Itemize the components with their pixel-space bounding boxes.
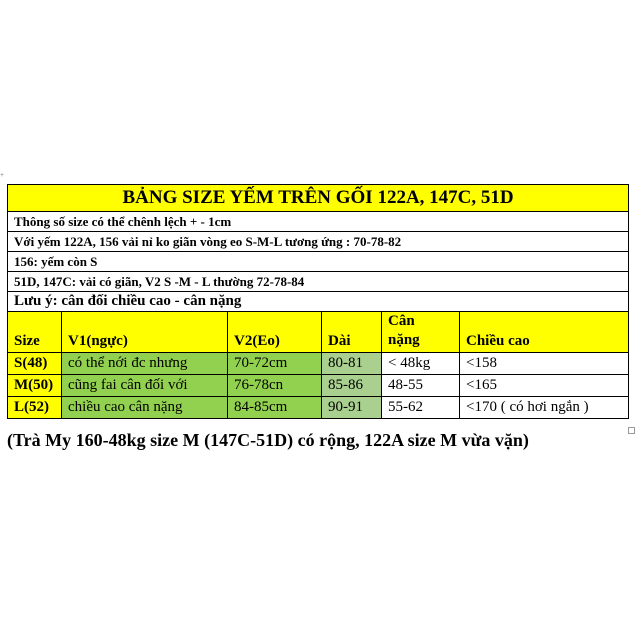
note-attention[interactable]: Lưu ý: cân đối chiều cao - cân nặng	[8, 292, 629, 312]
header-size[interactable]: Size	[8, 312, 62, 353]
cell-chieu-cao[interactable]: <158	[460, 353, 629, 375]
cell-dai[interactable]: 90-91	[322, 397, 382, 419]
footnote-text: (Trà My 160-48kg size M (147C-51D) có rộng, 122A size M vừa vặn)	[7, 430, 529, 450]
cell-size[interactable]: M(50)	[8, 375, 62, 397]
cell-can-nang[interactable]: 48-55	[382, 375, 460, 397]
cell-dai[interactable]: 85-86	[322, 375, 382, 397]
note-waist-122a[interactable]: Với yếm 122A, 156 vải nỉ ko giãn vòng eo S-M-L tương ứng : 70-78-82	[8, 232, 629, 252]
cell-v1[interactable]: cũng fai cân đối với	[62, 375, 228, 397]
cell-v2[interactable]: 70-72cm	[228, 353, 322, 375]
note-row	[8, 292, 629, 312]
note-row	[8, 212, 629, 232]
table-anchor-icon[interactable]: +	[0, 171, 4, 179]
table-row	[8, 353, 629, 375]
note-row	[8, 252, 629, 272]
cell-can-nang[interactable]: 55-62	[382, 397, 460, 419]
note-156[interactable]: 156: yếm còn S	[8, 252, 629, 272]
cell-v2[interactable]: 84-85cm	[228, 397, 322, 419]
header-can-nang[interactable]	[382, 312, 460, 353]
header-dai[interactable]: Dài	[322, 312, 382, 353]
cell-dai[interactable]: 80-81	[322, 353, 382, 375]
size-chart-table	[7, 184, 629, 419]
header-chieu-cao[interactable]: Chiều cao	[460, 312, 629, 353]
cell-chieu-cao[interactable]: <165	[460, 375, 629, 397]
cell-v2[interactable]: 76-78cn	[228, 375, 322, 397]
note-row	[8, 232, 629, 252]
note-tolerance[interactable]: Thông số size có thể chênh lệch + - 1cm	[8, 212, 629, 232]
title-cell[interactable]	[8, 185, 629, 212]
header-can-nang-line1: Cân	[388, 313, 415, 329]
table-resize-handle[interactable]	[628, 427, 635, 434]
note-51d-147c[interactable]: 51D, 147C: vải có giãn, V2 S -M - L thường 72-78-84	[8, 272, 629, 292]
table-row	[8, 397, 629, 419]
header-row	[8, 312, 629, 353]
note-row	[8, 272, 629, 292]
title-row	[8, 185, 629, 212]
cell-size[interactable]: S(48)	[8, 353, 62, 375]
cell-size[interactable]: L(52)	[8, 397, 62, 419]
header-v2[interactable]: V2(Eo)	[228, 312, 322, 353]
cell-v1[interactable]: có thể nới đc nhưng	[62, 353, 228, 375]
table-row	[8, 375, 629, 397]
table-title: BẢNG SIZE YẾM TRÊN GỐI 122A, 147C, 51D	[122, 187, 514, 208]
header-can-nang-line2: nặng	[388, 332, 420, 348]
cell-chieu-cao[interactable]: <170 ( có hơi ngắn )	[460, 397, 629, 419]
cell-can-nang[interactable]: < 48kg	[382, 353, 460, 375]
cell-v1[interactable]: chiều cao cân nặng	[62, 397, 228, 419]
header-v1[interactable]: V1(ngực)	[62, 312, 228, 353]
